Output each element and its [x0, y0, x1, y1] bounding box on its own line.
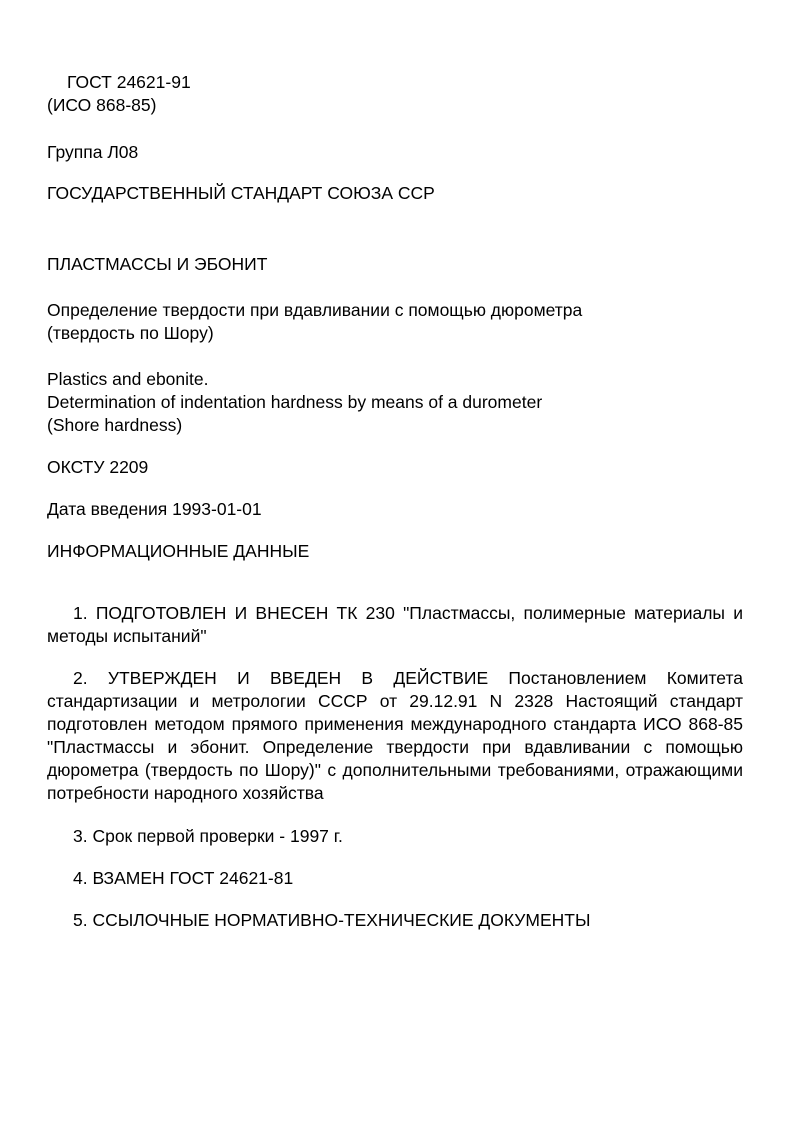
info-item-4: 4. ВЗАМЕН ГОСТ 24621-81: [73, 868, 294, 888]
state-standard-heading: ГОСУДАРСТВЕННЫЙ СТАНДАРТ СОЮЗА ССР: [47, 183, 435, 203]
iso-number: (ИСО 868-85): [47, 95, 157, 115]
oksty-code: ОКСТУ 2209: [47, 457, 149, 477]
info-item-1: 1. ПОДГОТОВЛЕН И ВНЕСЕН ТК 230 "Пластмассы, полимерные материалы и методы испытаний": [47, 603, 743, 646]
info-item-2: 2. УТВЕРЖДЕН И ВВЕДЕН В ДЕЙСТВИЕ Постановлением Комитета стандартизации и метрологии СССР от 29.12.91 N 2328 Настоящий стандарт подготовлен методом прямого применения международного стандарта ИСО 868-85 "Пластмассы и эбонит. Определение твердости при вдавливании с помощью дюрометра (твердость по Шору)" с дополнительными требованиями, отражающими потребности народного хозяйства: [47, 668, 743, 803]
info-item-5: 5. ССЫЛОЧНЫЕ НОРМАТИВНО-ТЕХНИЧЕСКИЕ ДОКУМЕНТЫ: [73, 910, 591, 930]
title-ru: ПЛАСТМАССЫ И ЭБОНИТ: [47, 254, 268, 274]
info-heading: ИНФОРМАЦИОННЫЕ ДАННЫЕ: [47, 541, 310, 561]
title-en-line-1: Plastics and ebonite.: [47, 369, 209, 389]
subtitle-ru-line-2: (твердость по Шору): [47, 323, 214, 343]
info-item-3: 3. Срок первой проверки - 1997 г.: [73, 826, 343, 846]
title-en-line-2: Determination of indentation hardness by means of a durometer: [47, 392, 543, 412]
gost-number: ГОСТ 24621-91: [67, 72, 191, 92]
introduction-date: Дата введения 1993-01-01: [47, 499, 262, 519]
subtitle-ru-line-1: Определение твердости при вдавливании с помощью дюрометра: [47, 300, 583, 320]
title-en-line-3: (Shore hardness): [47, 415, 183, 435]
group-label: Группа Л08: [47, 142, 139, 162]
